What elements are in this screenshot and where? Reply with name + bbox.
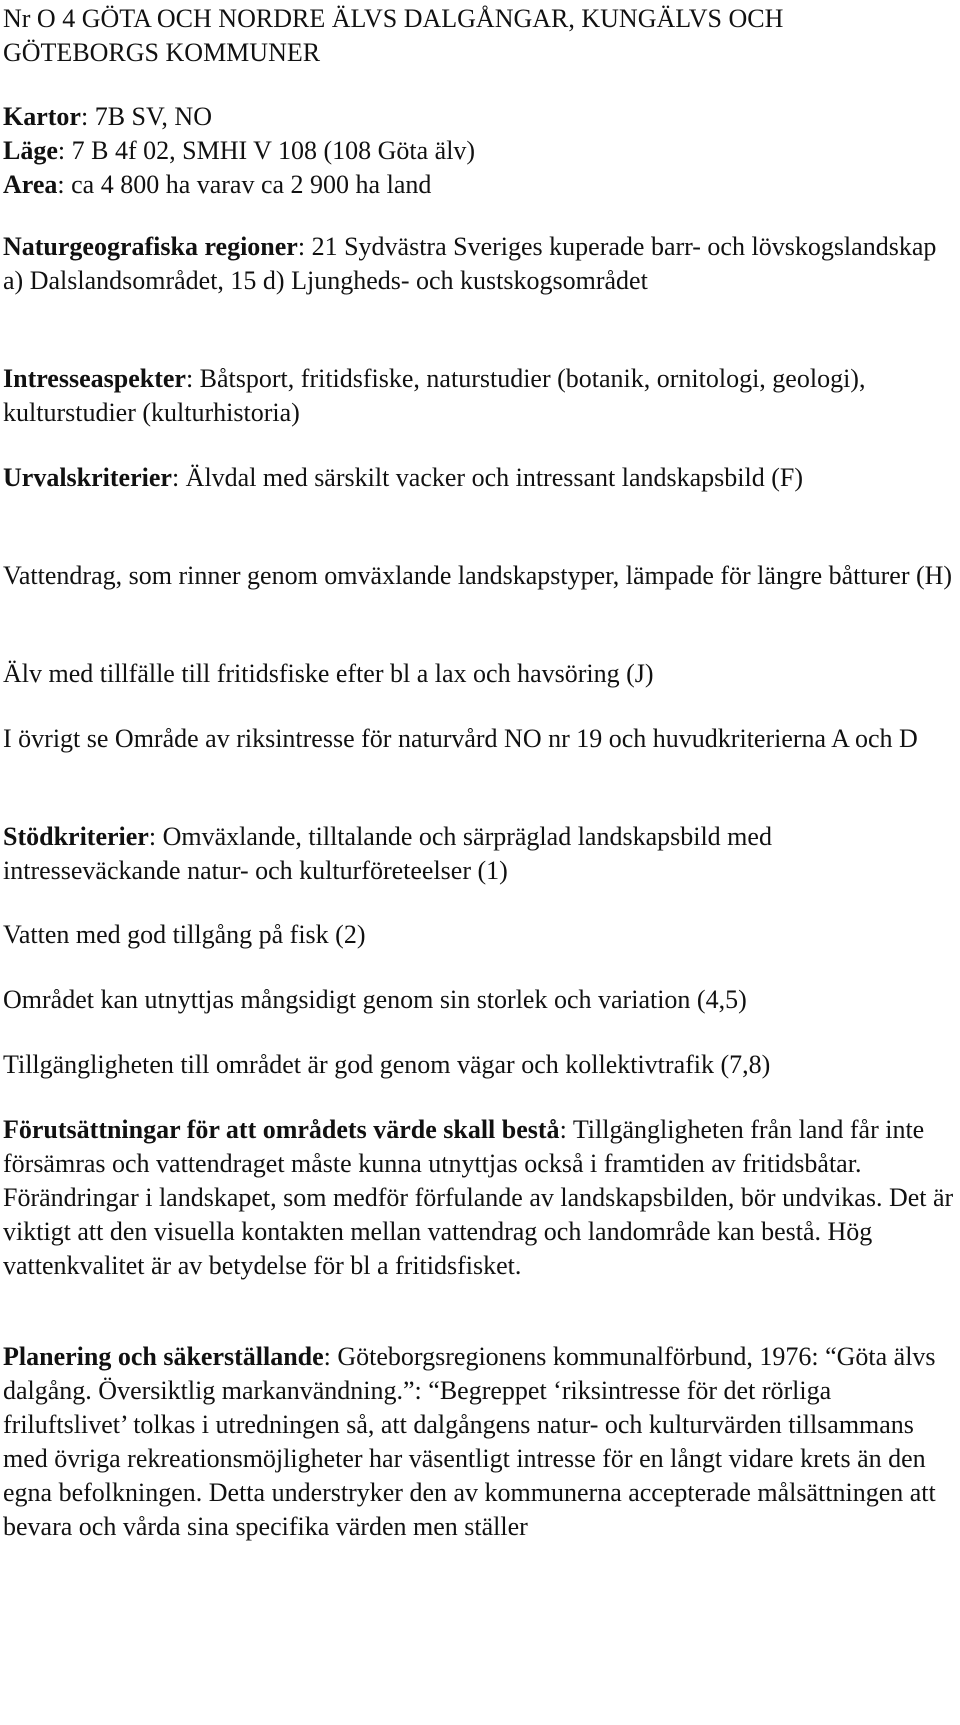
area-label: Area <box>3 170 58 199</box>
urvalskriterier-label: Urvalskriterier <box>3 463 172 492</box>
planering-label: Planering och säkerställande <box>3 1342 324 1371</box>
stodkriterier-text: : Omväxlande, tilltalande och särpräglad landskapsbild med intresseväckande natur- och kulturföreteelser (1) <box>3 822 772 885</box>
stodkriterier-paragraph <box>3 820 955 888</box>
forutsattningar-text: : Tillgängligheten från land får inte försämras och vattendraget måste kunna utnyttjas också i framtiden av fritidsbåtar. Förändringar i landskapet, som medför förfulande av landskapsbilden, bör undvikas. Det är viktigt att den visuella kontakten mellan vattendrag och landområde kan bestå. Hög vattenkvalitet är av betydelse för bl a fritidsfisket. <box>3 1115 954 1280</box>
naturgeografiska-label: Naturgeografiska regioner <box>3 232 298 261</box>
intresseaspekter-label: Intresseaspekter <box>3 364 186 393</box>
stod-paragraph-2: Vatten med god tillgång på fisk (2) <box>3 920 366 949</box>
title-line-1: Nr O 4 GÖTA OCH NORDRE ÄLVS DALGÅNGAR, KUNGÄLVS OCH <box>3 4 784 33</box>
urvalskriterier-paragraph <box>3 461 955 495</box>
naturgeografiska-text: : 21 Sydvästra Sveriges kuperade barr- och lövskogslandskap a) Dalslandsområdet, 15 d) Ljungheds- och kustskogsområdet <box>3 232 937 295</box>
urval-paragraph-3: Älv med tillfälle till fritidsfiske efter bl a lax och havsöring (J) <box>3 659 654 688</box>
stod-paragraph-4: Tillgängligheten till området är god genom vägar och kollektivtrafik (7,8) <box>3 1050 771 1079</box>
forutsattningar-label: Förutsättningar för att områdets värde skall bestå <box>3 1115 560 1144</box>
document-title <box>3 2 955 70</box>
kartor-label: Kartor <box>3 102 81 131</box>
urval-paragraph-2: Vattendrag, som rinner genom omväxlande landskapstyper, lämpade för längre båtturer (H) <box>3 561 953 590</box>
kartor-value: : 7B SV, NO <box>80 102 212 131</box>
lage-value: : 7 B 4f 02, SMHI V 108 (108 Göta älv) <box>57 136 476 165</box>
naturgeografiska-paragraph <box>3 230 955 298</box>
planering-text: : Göteborgsregionens kommunalförbund, 1976: “Göta älvs dalgång. Översiktlig markanvändning.”: “Begreppet ‘riksintresse för det rörliga friluftslivet’ tolkas i utredningen så, att dalgångens natur- och kulturvärden tillsammans med övriga rekreationsmöjligheter har väsentligt intresse för en långt vidare krets än den egna befolkningen. Detta understryker den av kommunerna accepterade målsättningen att bevara och vårda sina specifika värden men ställer <box>3 1342 936 1541</box>
area-value: : ca 4 800 ha varav ca 2 900 ha land <box>57 170 432 199</box>
stod-paragraph-3: Området kan utnyttjas mångsidigt genom sin storlek och variation (4,5) <box>3 985 747 1014</box>
stodkriterier-label: Stödkriterier <box>3 822 149 851</box>
planering-paragraph <box>3 1340 955 1544</box>
intresseaspekter-text: : Båtsport, fritidsfiske, naturstudier (botanik, ornitologi, geologi), kulturstudier (kulturhistoria) <box>3 364 866 427</box>
urval-paragraph-4: I övrigt se Område av riksintresse för naturvård NO nr 19 och huvudkriterierna A och D <box>3 724 918 753</box>
forutsattningar-paragraph <box>3 1113 955 1283</box>
title-line-2: GÖTEBORGS KOMMUNER <box>3 38 321 67</box>
intresseaspekter-paragraph <box>3 362 955 430</box>
metadata-block <box>3 100 955 202</box>
urvalskriterier-text: : Älvdal med särskilt vacker och intressant landskapsbild (F) <box>171 463 804 492</box>
lage-label: Läge <box>3 136 58 165</box>
